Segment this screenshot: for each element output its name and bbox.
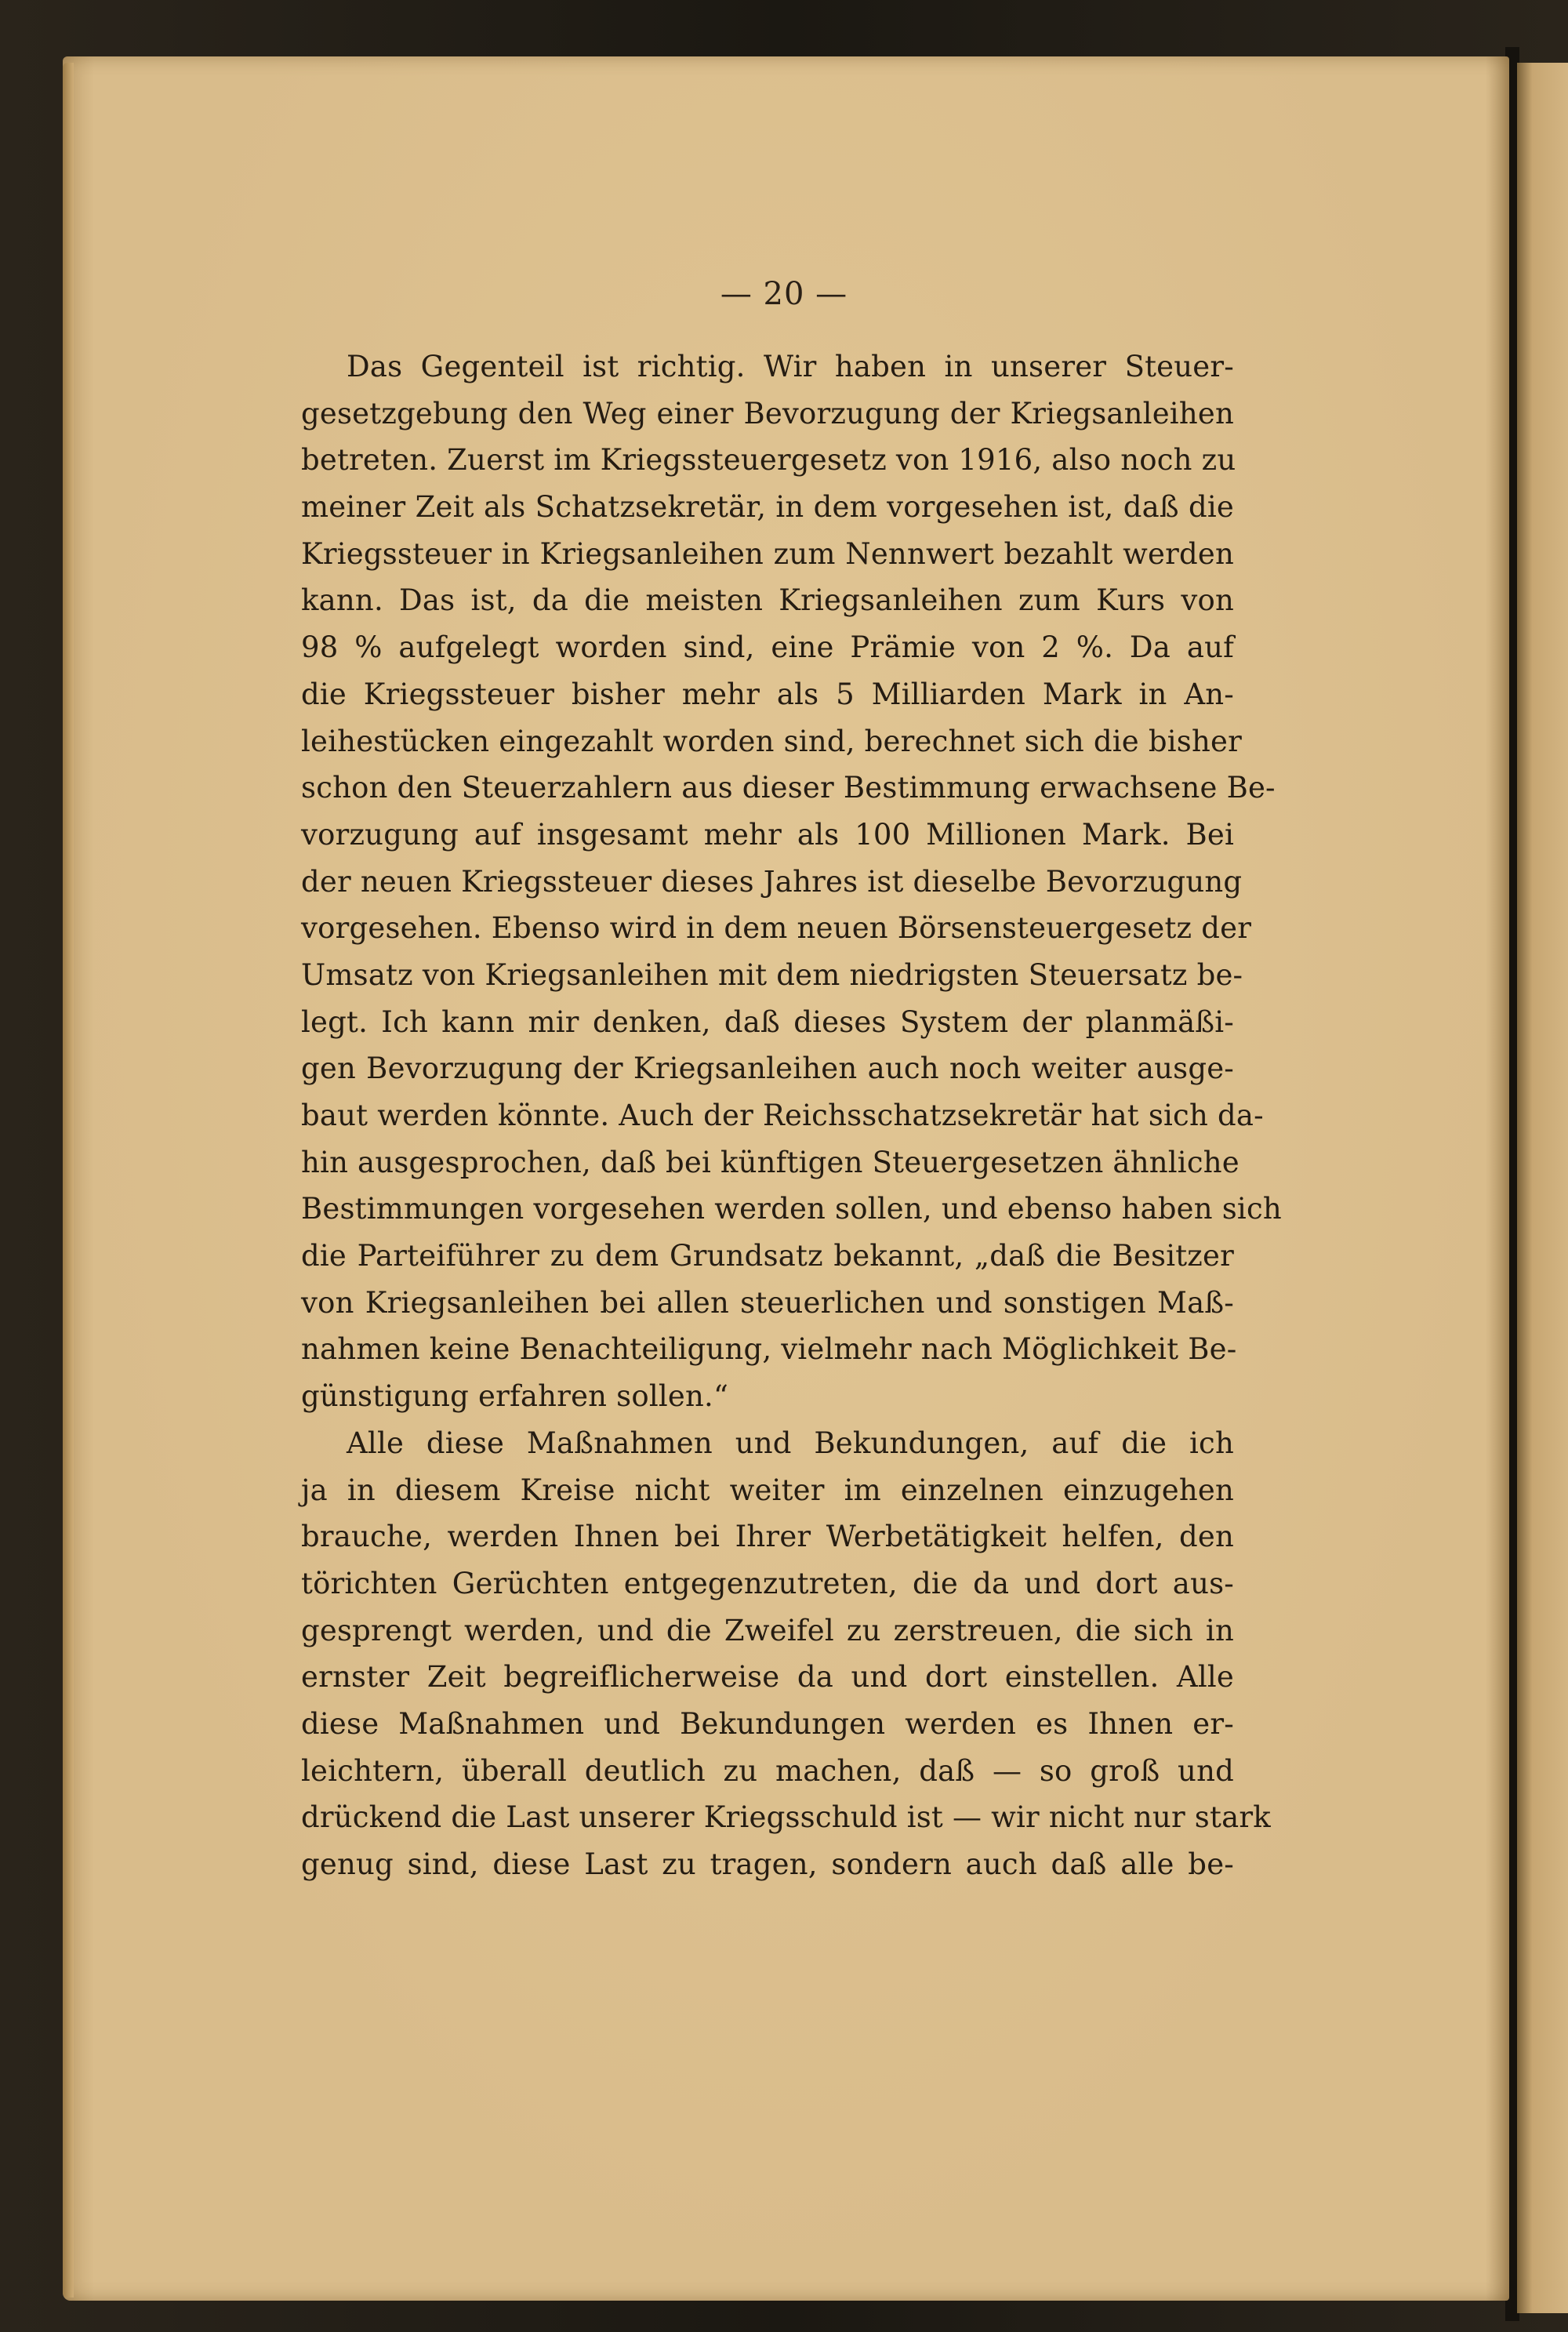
body-text (301, 343, 1282, 1888)
text-line: hin ausgesprochen, daß bei künftigen Steuergesetzen ähnliche (301, 1145, 1240, 1179)
text-line: 98 % aufgelegt worden sind, eine Prämie von 2 %. Da auf (301, 630, 1234, 665)
text-line: Kriegssteuer in Kriegsanleihen zum Nennwert bezahlt werden (301, 536, 1234, 571)
page-number: — 20 — (720, 276, 848, 312)
text-line: Das Gegenteil ist richtig. Wir haben in unserer Steuer- (347, 350, 1234, 383)
text-line: nahmen keine Benachteiligung, vielmehr nach Möglichkeit Be- (301, 1332, 1237, 1367)
text-line: ernster Zeit begreiflicherweise da und dort einstellen. Alle (301, 1660, 1234, 1695)
text-line: schon den Steuerzahlern aus dieser Bestimmung erwachsene Be- (301, 771, 1276, 805)
text-line: legt. Ich kann mir denken, daß dieses System der planmäßi- (301, 1004, 1234, 1039)
text-line: leichtern, überall deutlich zu machen, daß — so groß und (301, 1753, 1234, 1788)
page-left-edge (63, 63, 74, 2297)
text-line: Umsatz von Kriegsanleihen mit dem niedrigsten Steuersatz be- (301, 957, 1243, 992)
text-line: kann. Das ist, da die meisten Kriegsanleihen zum Kurs von (301, 583, 1234, 618)
text-line: ja in diesem Kreise nicht weiter im einzelnen einzugehen (301, 1473, 1234, 1507)
text-line: Alle diese Maßnahmen und Bekundungen, auf die ich (347, 1426, 1234, 1460)
text-line: drückend die Last unserer Kriegsschuld ist — wir nicht nur stark (301, 1800, 1271, 1835)
text-line: gesprengt werden, und die Zweifel zu zerstreuen, die sich in (301, 1613, 1234, 1647)
text-line: gesetzgebung den Weg einer Bevorzugung der Kriegsanleihen (301, 396, 1234, 430)
text-line: genug sind, diese Last zu tragen, sondern auch daß alle be- (301, 1847, 1234, 1881)
text-line: günstigung erfahren sollen.“ (301, 1379, 729, 1414)
facing-page-edge (1517, 63, 1568, 2313)
text-line: betreten. Zuerst im Kriegssteuergesetz von 1916, also noch zu (301, 443, 1236, 478)
text-line: brauche, werden Ihnen bei Ihrer Werbetätigkeit helfen, den (301, 1520, 1234, 1554)
text-line: die Kriegssteuer bisher mehr als 5 Milliarden Mark in An- (301, 677, 1234, 711)
text-line: vorzugung auf insgesamt mehr als 100 Millionen Mark. Bei (301, 817, 1234, 852)
text-line: diese Maßnahmen und Bekundungen werden es Ihnen er- (301, 1706, 1234, 1741)
text-line: baut werden könnte. Auch der Reichsschatzsekretär hat sich da- (301, 1099, 1264, 1132)
text-line: meiner Zeit als Schatzsekretär, in dem vorgesehen ist, daß die (301, 490, 1234, 525)
text-line: Bestimmungen vorgesehen werden sollen, und ebenso haben sich (301, 1192, 1282, 1226)
text-line: törichten Gerüchten entgegenzutreten, die da und dort aus- (301, 1566, 1234, 1600)
text-line: leihestücken eingezahlt worden sind, berechnet sich die bisher (301, 724, 1242, 758)
text-line: die Parteiführer zu dem Grundsatz bekannt, „daß die Besitzer (301, 1239, 1234, 1273)
text-line: von Kriegsanleihen bei allen steuerlichen und sonstigen Maß- (301, 1285, 1234, 1320)
text-line: der neuen Kriegssteuer dieses Jahres ist dieselbe Bevorzugung (301, 864, 1243, 899)
text-line: gen Bevorzugung der Kriegsanleihen auch noch weiter ausge- (301, 1052, 1234, 1086)
text-line: vorgesehen. Ebenso wird in dem neuen Börsensteuergesetz der (301, 911, 1252, 946)
